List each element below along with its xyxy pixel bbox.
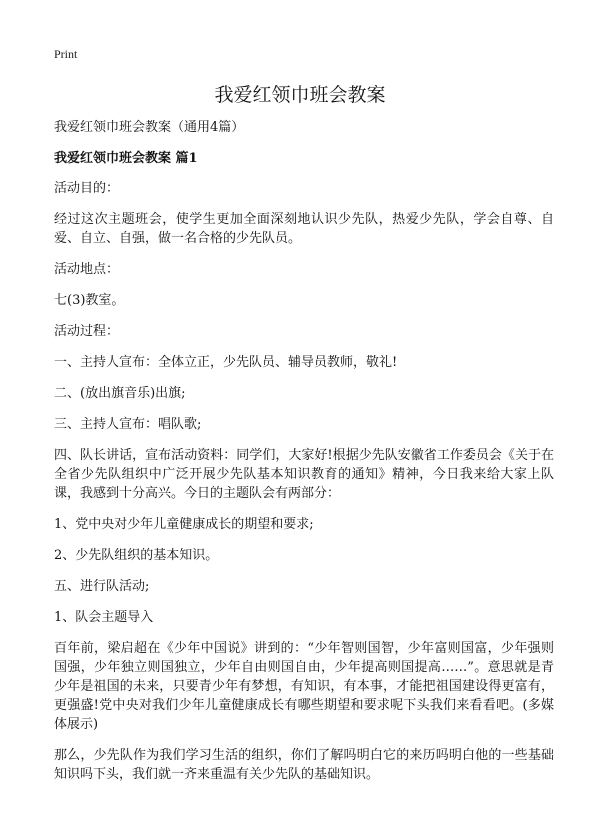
- page-title: 我爱红领巾班会教案: [214, 84, 386, 106]
- paragraph-process-label: 活动过程：: [54, 324, 120, 339]
- paragraph-purpose-label: 活动目的：: [54, 181, 120, 196]
- paragraph-subitem-1: 1、队会主题导入: [54, 610, 154, 625]
- print-link[interactable]: Print: [54, 47, 78, 61]
- paragraph-step-3: 三、主持人宣布：唱队歌;: [54, 417, 202, 432]
- paragraph-quote: 百年前，梁启超在《少年中国说》讲到的：“少年智则国智，少年富则国富，少年强则国强，少年独立则国独立，少年自由则国自由，少年提高则国提高……”。意思就是青少年是祖国的未来，只要青少年有梦想，有知识，有本事，才能把祖国建设得更富有，更强盛!党中央对我们少年儿童健康成长有哪些期望和要求呢下头我们来看看吧。(多媒体展示): [54, 641, 554, 732]
- paragraph-closing: 那么，少先队作为我们学习生活的组织，你们了解吗明白它的来历吗明白他的一些基础知识吗下头，我们就一齐来重温有关少先队的基础知识。: [54, 748, 554, 782]
- section-heading: 我爱红领巾班会教案 篇1: [54, 151, 198, 166]
- paragraph-location-label: 活动地点：: [54, 262, 120, 277]
- paragraph-item-2: 2、少先队组织的基本知识。: [54, 548, 219, 563]
- paragraph-purpose: 经过这次主题班会，使学生更加全面深刻地认识少先队，热爱少先队，学会自尊、自爱、自立、自强，做一名合格的少先队员。: [54, 212, 554, 246]
- paragraph-step-5: 五、进行队活动;: [54, 579, 150, 594]
- paragraph-location: 七(3)教室。: [54, 293, 125, 308]
- paragraph-step-2: 二、(放出旗音乐)出旗;: [54, 386, 186, 401]
- paragraph-item-1: 1、党中央对少年儿童健康成长的期望和要求;: [54, 517, 314, 532]
- document-body: [54, 118, 554, 796]
- paragraph-step-4: 四、队长讲话，宣布活动资料：同学们，大家好!根据少先队安徽省工作委员会《关于在全省少先队组织中广泛开展少先队基本知识教育的通知》精神，今日我来给大家上队课，我感到十分高兴。今日的主题队会有两部分：: [54, 448, 554, 501]
- paragraph-step-1: 一、主持人宣布：全体立正，少先队员、辅导员教师，敬礼!: [54, 355, 398, 370]
- document-subtitle: 我爱红领巾班会教案（通用4篇）: [54, 120, 245, 135]
